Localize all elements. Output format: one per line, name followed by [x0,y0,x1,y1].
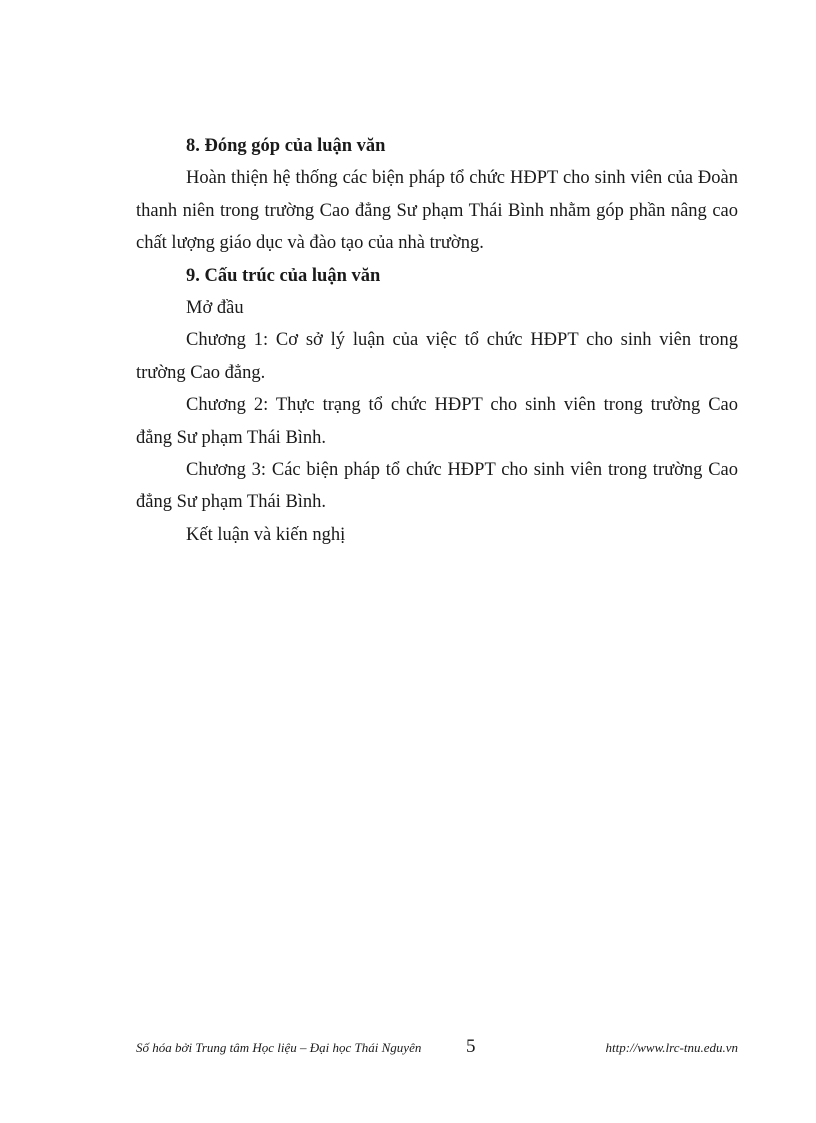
page-footer [136,1036,738,1060]
page-number: 5 [466,1036,476,1057]
footer-source: Số hóa bởi Trung tâm Học liệu – Đại học Thái Nguyên [136,1040,422,1055]
section-9-heading: 9. Cấu trúc của luận văn [186,265,381,286]
structure-intro: Mở đầu [186,298,244,319]
section-8-heading: 8. Đóng góp của luận văn [186,136,386,156]
structure-chapter-2: Chương 2: Thực trạng tổ chức HĐPT cho sinh viên trong trường Cao đẳng Sư phạm Thái Bình. [136,395,738,448]
document-body [136,130,738,551]
footer-url: http://www.lrc-tnu.edu.vn [605,1040,738,1055]
section-8-paragraph: Hoàn thiện hệ thống các biện pháp tổ chức HĐPT cho sinh viên của Đoàn thanh niên trong trường Cao đẳng Sư phạm Thái Bình nhằm góp phần nâng cao chất lượng giáo dục và đào tạo của nhà trường. [136,168,738,254]
structure-chapter-3: Chương 3: Các biện pháp tổ chức HĐPT cho sinh viên trong trường Cao đẳng Sư phạm Thái Bình. [136,460,738,513]
structure-chapter-1: Chương 1: Cơ sở lý luận của việc tổ chức HĐPT cho sinh viên trong trường Cao đẳng. [136,330,738,383]
structure-conclusion: Kết luận và kiến nghị [186,524,346,545]
